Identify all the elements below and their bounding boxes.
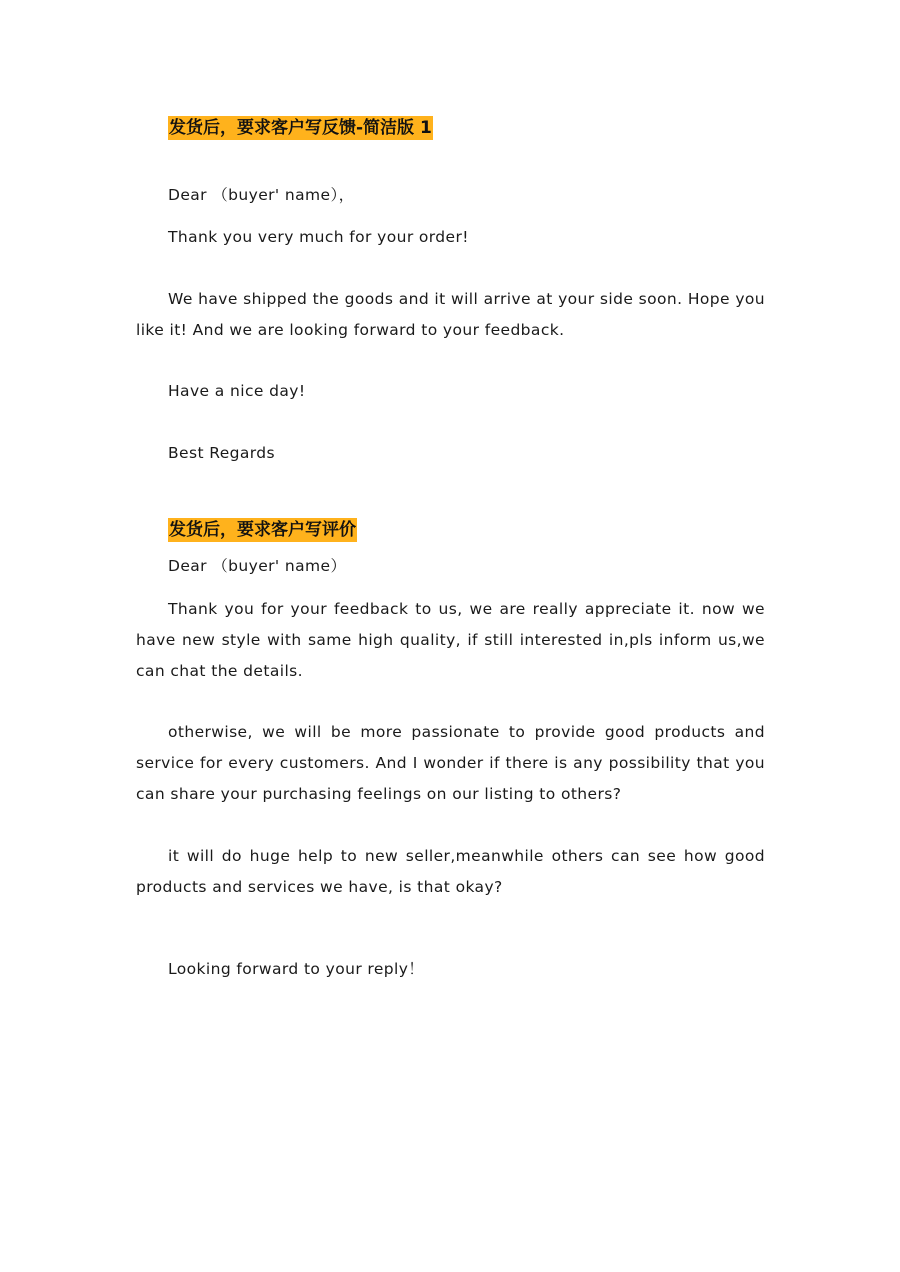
section-2-salutation: Dear （buyer' name） [168, 557, 347, 575]
section-1-thanks-line: Thank you very much for your order! [168, 228, 469, 246]
section-2-body-paragraph-2: otherwise, we will be more passionate to provide good products and service for every customers. And I wonder if there is any possibility that you can share your purchasing feelings on our listing to others? [136, 723, 765, 803]
section-1-salutation: Dear （buyer' name）， [168, 186, 355, 204]
section-1-signoff: Best Regards [168, 444, 276, 462]
section-1-wish-line: Have a nice day! [168, 382, 306, 400]
section-2-heading-highlight: 发货后，要求客户写评价 [169, 520, 356, 540]
section-2-closing-line: Looking forward to your reply！ [168, 960, 425, 978]
section-1-body-paragraph: We have shipped the goods and it will arrive at your side soon. Hope you like it! And we are looking forward to your feedback. [136, 290, 765, 339]
section-2-body-paragraph-1: Thank you for your feedback to us, we are really appreciate it. now we have new style with same high quality, if still interested in,pls inform us,we can chat the details. [136, 600, 765, 680]
section-2-body-paragraph-3: it will do huge help to new seller,meanwhile others can see how good products and services we have, is that okay? [136, 847, 765, 896]
section-1-heading [168, 116, 433, 140]
section-2-heading [168, 518, 357, 542]
section-1-heading-highlight: 发货后，要求客户写反馈-简洁版 1 [169, 118, 432, 138]
